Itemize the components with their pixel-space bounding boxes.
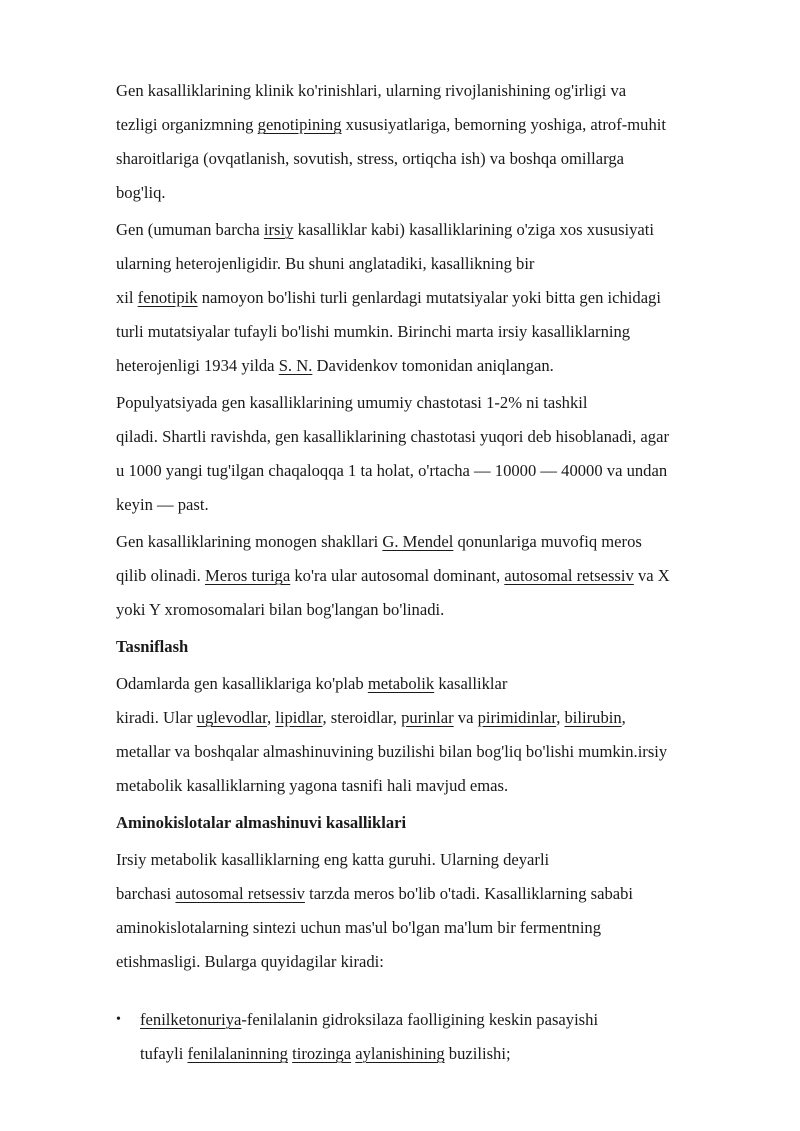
paragraph-heterogeneity bbox=[116, 213, 750, 383]
text-line bbox=[116, 843, 750, 877]
text-run: u 1000 yangi tug'ilgan chaqaloqqa 1 ta holat, o'rtacha — 10000 — 40000 va undan bbox=[116, 461, 668, 480]
text-run: Gen kasalliklarining klinik ko'rinishlari, ularning rivojlanishining og'irligi va bbox=[116, 81, 627, 100]
text-run: xususiyatlariga, bemorning yoshiga, atrof-muhit bbox=[341, 115, 666, 134]
text-line bbox=[116, 108, 750, 142]
text-run: qiladi. Shartli ravishda, gen kasalliklarining chastotasi yuqori deb hisoblanadi, agar bbox=[116, 427, 669, 446]
text-line bbox=[116, 315, 750, 349]
hyperlink[interactable]: uglevodlar bbox=[196, 708, 267, 727]
text-run: , bbox=[621, 708, 626, 727]
text-line bbox=[116, 176, 750, 210]
text-run: Gen kasalliklarining monogen shakllari bbox=[116, 532, 383, 551]
text-run: tarzda meros bo'lib o'tadi. Kasalliklarning sababi bbox=[304, 884, 634, 903]
text-run: namoyon bo'lishi turli genlardagi mutatsiyalar yoki bitta gen ichidagi bbox=[197, 288, 661, 307]
text-run: etishmasligi. Bularga quyidagilar kiradi: bbox=[116, 952, 384, 971]
text-line bbox=[116, 525, 750, 559]
section-heading-classification: Tasniflash bbox=[116, 637, 189, 656]
text-run: Odamlarda gen kasalliklariga ko'plab bbox=[116, 674, 368, 693]
text-run: yoki Y xromosomalari bilan bog'langan bo'linadi. bbox=[116, 600, 445, 619]
text-line bbox=[116, 488, 750, 522]
hyperlink[interactable]: fenilketonuriya bbox=[140, 1010, 242, 1029]
hyperlink[interactable]: G. Mendel bbox=[382, 532, 454, 551]
text-run: metallar va boshqalar almashinuvining buzilishi bilan bog'liq bo'lishi mumkin.irsiy bbox=[116, 742, 668, 761]
bullet-icon: • bbox=[116, 1012, 121, 1027]
text-line bbox=[116, 349, 750, 383]
hyperlink[interactable]: autosomal retsessiv bbox=[504, 566, 634, 585]
text-line bbox=[140, 1037, 750, 1071]
text-line bbox=[116, 559, 750, 593]
text-run: kiradi. Ular bbox=[116, 708, 197, 727]
hyperlink[interactable]: genotipining bbox=[257, 115, 342, 134]
text-run: barchasi bbox=[116, 884, 176, 903]
text-line bbox=[116, 247, 750, 281]
text-run: , bbox=[266, 708, 276, 727]
text-line bbox=[116, 877, 750, 911]
text-run: qilib olinadi. bbox=[116, 566, 205, 585]
text-run: , steroidlar, bbox=[322, 708, 402, 727]
text-run: aminokislotalarning sintezi uchun mas'ul bo'lgan ma'lum bir fermentning bbox=[116, 918, 602, 937]
hyperlink[interactable]: bilirubin bbox=[564, 708, 622, 727]
bullet-list bbox=[116, 1003, 750, 1071]
text-line bbox=[116, 735, 750, 769]
text-line bbox=[116, 945, 750, 979]
text-run: Gen (umuman barcha bbox=[116, 220, 264, 239]
hyperlink[interactable]: pirimidinlar bbox=[477, 708, 557, 727]
hyperlink[interactable]: tirozinga bbox=[292, 1044, 352, 1063]
text-run: bog'liq. bbox=[116, 183, 166, 202]
text-line bbox=[116, 911, 750, 945]
text-run: va X bbox=[633, 566, 670, 585]
text-line bbox=[116, 213, 750, 247]
text-line bbox=[116, 74, 750, 108]
paragraph-metabolic-diseases bbox=[116, 667, 750, 803]
text-run: kasalliklar bbox=[434, 674, 508, 693]
paragraph-population-frequency bbox=[116, 386, 750, 522]
text-line bbox=[116, 701, 750, 735]
text-run: Irsiy metabolik kasalliklarning eng katta guruhi. Ularning deyarli bbox=[116, 850, 550, 869]
text-line bbox=[116, 420, 750, 454]
hyperlink[interactable]: purinlar bbox=[401, 708, 454, 727]
list-item bbox=[116, 1003, 750, 1071]
text-run: Davidenkov tomonidan aniqlangan. bbox=[312, 356, 554, 375]
text-run: heterojenligi 1934 yilda bbox=[116, 356, 279, 375]
text-run: kasalliklar kabi) kasalliklarining o'ziga xos xususiyati bbox=[293, 220, 655, 239]
section-heading-amino-acid-disorders: Aminokislotalar almashinuvi kasalliklari bbox=[116, 813, 407, 832]
text-run: , bbox=[556, 708, 565, 727]
hyperlink[interactable]: metabolik bbox=[367, 674, 435, 693]
hyperlink[interactable]: S. N. bbox=[278, 356, 313, 375]
hyperlink[interactable]: fenotipik bbox=[137, 288, 198, 307]
hyperlink[interactable]: irsiy bbox=[263, 220, 294, 239]
hyperlink[interactable]: aylanishining bbox=[355, 1044, 445, 1063]
hyperlink[interactable]: Meros turiga bbox=[204, 566, 291, 585]
text-line bbox=[116, 769, 750, 803]
text-run: ko'ra ular autosomal dominant, bbox=[290, 566, 505, 585]
paragraph-amino-acid-disorders bbox=[116, 843, 750, 979]
hyperlink[interactable]: fenilalaninning bbox=[187, 1044, 288, 1063]
text-run: buzilishi; bbox=[444, 1044, 511, 1063]
text-run: turli mutatsiyalar tufayli bo'lishi mumkin. Birinchi marta irsiy kasalliklarning bbox=[116, 322, 631, 341]
text-run: tezligi organizmning bbox=[116, 115, 258, 134]
text-line bbox=[116, 386, 750, 420]
text-run: tufayli bbox=[140, 1044, 188, 1063]
text-run: keyin — past. bbox=[116, 495, 209, 514]
text-line bbox=[116, 281, 750, 315]
text-line bbox=[116, 593, 750, 627]
text-run: xil bbox=[116, 288, 138, 307]
paragraph-clinical-manifestations bbox=[116, 74, 750, 210]
text-run: Populyatsiyada gen kasalliklarining umumiy chastotasi 1-2% ni tashkil bbox=[116, 393, 588, 412]
text-line bbox=[116, 142, 750, 176]
text-run: -fenilalanin gidroksilaza faolligining keskin pasayishi bbox=[241, 1010, 599, 1029]
text-run: qonunlariga muvofiq meros bbox=[453, 532, 642, 551]
text-line bbox=[140, 1003, 750, 1037]
text-line bbox=[116, 454, 750, 488]
text-run: ularning heterojenligidir. Bu shuni anglatadiki, kasallikning bir bbox=[116, 254, 535, 273]
text-run: sharoitlariga (ovqatlanish, sovutish, stress, ortiqcha ish) va boshqa omillarga bbox=[116, 149, 625, 168]
text-run: metabolik kasalliklarning yagona tasnifi hali mavjud emas. bbox=[116, 776, 509, 795]
text-line bbox=[116, 667, 750, 701]
hyperlink[interactable]: autosomal retsessiv bbox=[175, 884, 305, 903]
text-run: va bbox=[453, 708, 478, 727]
hyperlink[interactable]: lipidlar bbox=[275, 708, 323, 727]
paragraph-monogenic-forms bbox=[116, 525, 750, 627]
